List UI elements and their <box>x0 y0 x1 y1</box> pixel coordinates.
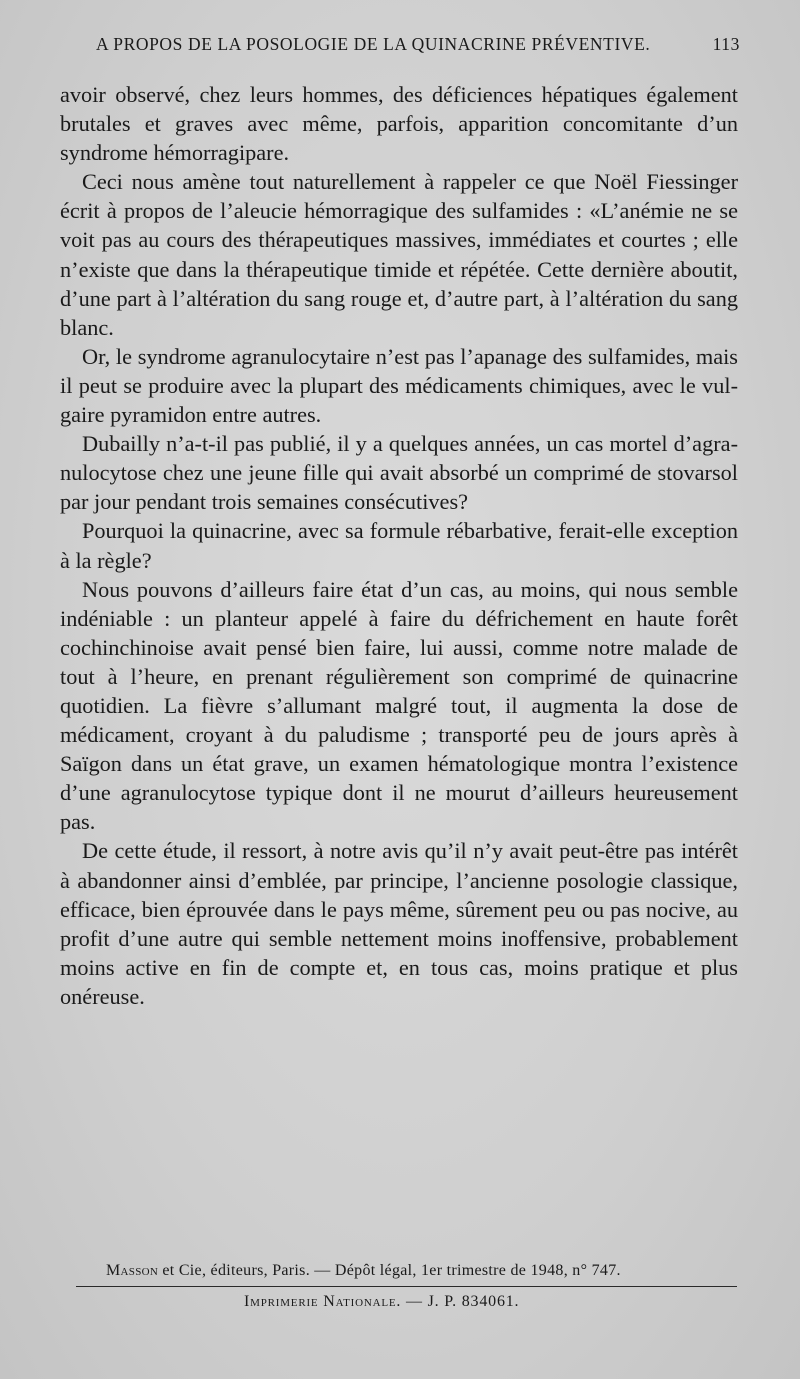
printer-code: — J. P. 834061. <box>401 1293 520 1310</box>
colophon-publisher: Masson <box>106 1262 159 1279</box>
paragraph: Nous pouvons d’ailleurs faire état d’un cas, au moins, qui nous semble indéniable : un planteur appelé à faire du défrichement en haute forêt cochinchinoise avait pensé bien faire, lui aussi, comme notre malade de tout à l’heure, en prenant régulièrement son comprimé de quinacrine quotidien. La fièvre s’allumant malgré tout, il augmenta la dose de médicament, croyant à du paludisme ; transporté peu de jours après à Saïgon dans un état grave, un examen hématologique montra l’existence d’une agranulocytose typique dont il ne mourut d’ailleurs heureusement pas. <box>60 576 738 835</box>
paragraph: Ceci nous amène tout naturellement à rappeler ce que Noël Fiessinger écrit à propos de l’aleucie hémorragique des sulfamides : «L’anémie ne se voit pas au cours des thérapeutiques massives, immédiates et courtes ; elle n’existe que dans la thérapeutique timide et répétée. Cette dernière aboutit, d’une part à l’altération du sang rouge et, d’autre part, à l’altération du sang blanc. <box>60 169 738 340</box>
paragraph: Dubailly n’a-t-il pas publié, il y a quelques années, un cas mortel d’agranulocytose chez une jeune fille qui avait absorbé un comprimé de stovarsol par jour pendant trois semaines consécutives? <box>60 431 738 515</box>
paragraph: De cette étude, il ressort, à notre avis qu’il n’y avait peut-être pas intérêt à abandonner ainsi d’emblée, par principe, l’ancienne posologie classique, efficace, bien éprouvée dans le pays même, sûrement peu ou pas nocive, au profit d’une autre qui semble nettement moins inoffensive, probablement moins active en fin de compte et, en tous cas, moins pratique et plus onéreuse. <box>60 838 738 1009</box>
running-head <box>96 34 740 55</box>
footer-rule <box>76 1286 737 1287</box>
colophon-details: et Cie, éditeurs, Paris. — Dépôt légal, 1er trimestre de 1948, n° 747. <box>158 1262 621 1279</box>
colophon <box>106 1262 706 1280</box>
printer-name: Imprimerie Nationale. <box>244 1293 402 1310</box>
printer-line <box>244 1293 519 1311</box>
running-head-title: A PROPOS DE LA POSOLOGIE DE LA QUINACRINE PRÉVENTIVE. <box>96 34 651 54</box>
page-number: 113 <box>712 34 740 54</box>
paragraph: avoir observé, chez leurs hommes, des déficiences hépatiques également brutales et graves avec même, parfois, apparition concomitante d’un syndrome hémorragipare. <box>60 82 738 166</box>
paragraph: Or, le syndrome agranulocytaire n’est pas l’apanage des sulfamides, mais il peut se produire avec la plupart des médicaments chimiques, avec le vulgaire pyramidon entre autres. <box>60 343 738 428</box>
paragraph: Pourquoi la quinacrine, avec sa formule rébarbative, ferait-elle exception à la règle? <box>60 518 738 573</box>
body-text <box>60 80 738 1011</box>
